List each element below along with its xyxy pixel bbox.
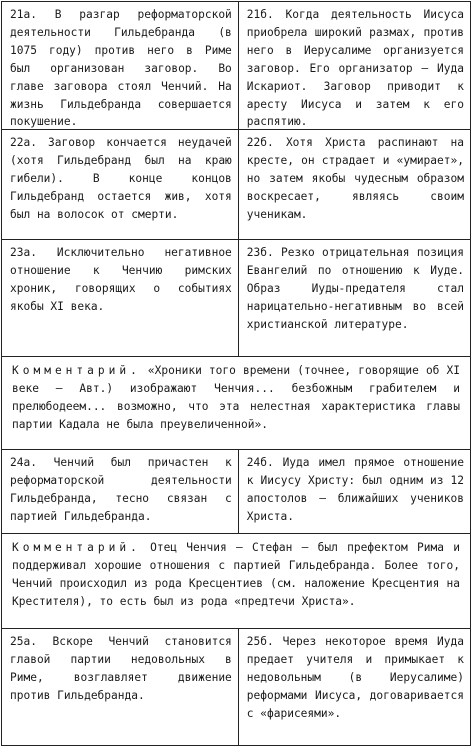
comment-1 (2, 357, 470, 449)
cell-24b: 24б. Иуда имел прямое отношение к Иисусу Христу: был одним из 12 апостолов – ближайших учеников Христа. (246, 456, 464, 523)
table-row-22 (2, 130, 470, 240)
cell-24a: 24а. Ченчий был причастен к реформаторской деятельности Гильдебранда, тесно связан с партией Гильдебранда. (2, 450, 239, 533)
comparison-table (1, 1, 471, 746)
table-row-25 (2, 629, 470, 745)
comment-text: «Хроники того времени (точнее, говорящие об XI веке – Авт.) изображают Ченчия... безбожным грабителем и прелюбодеем... возможно, что эта нелестная характеристика главы партии Кадала не была преувеличенной». (12, 364, 460, 431)
comment-text: Отец Ченчия – Стефан – был префектом Рима и поддерживал хорошие отношения с партией Гильдебранда. Более того, Ченчий происходил из рода Кресцентиев (см. наложение Кресцентия на Крестителя), то есть был из рода «предтечи Христа». (12, 541, 460, 608)
comment-label: Комментарий. (12, 541, 141, 554)
table-row-21 (2, 2, 470, 130)
cell-25a: 25а. Вскоре Ченчий становится главой партии недовольных в Риме, возглавляет движение против Гильдебранда. (2, 629, 239, 745)
table-row-24 (2, 450, 470, 534)
cell-22b: 22б. Хотя Христа распинают на кресте, он страдает и «умирает», но затем якобы чудесным образом воскресает, являясь своим ученикам. (246, 136, 464, 221)
comment-label: Комментарий. (12, 364, 141, 377)
comment-row-2 (2, 534, 470, 629)
cell-25b: 25б. Через некоторое время Иуда предает учителя и примыкает к недовольным (в Иерусалиме) реформами Иисуса, договаривается с «фарисеями». (246, 635, 464, 720)
cell-21b: 21б. Когда деятельность Иисуса приобрела широкий размах, против него в Иерусалиме организуется заговор. Его организатор – Иуда Искариот. Заговор приводит к аресту Иисуса и затем к его распятию. (246, 8, 464, 129)
cell-21a: 21а. В разгар реформаторской деятельности Гильдебранда (в 1075 году) против него в Риме был организован заговор. Во главе заговора стоял Ченчий. На жизнь Гильдебранда совершается покушение. (2, 2, 239, 129)
cell-23a: 23а. Исключительно негативное отношение к Ченчию римских хроник, говорящих о событиях якобы XI века. (2, 240, 239, 356)
comment-2 (2, 534, 470, 628)
cell-23b: 23б. Резко отрицательная позиция Евангелий по отношению к Иуде. Образ Иуды-предателя стал нарицательно-негативным во всей христианской литературе. (246, 246, 464, 331)
cell-22a: 22а. Заговор кончается неудачей (хотя Гильдебранд был на краю гибели). В конце концов Гильдебранд остается жив, хотя был на волосок от смерти. (2, 130, 239, 239)
comment-row-1 (2, 357, 470, 450)
table-row-23 (2, 240, 470, 357)
